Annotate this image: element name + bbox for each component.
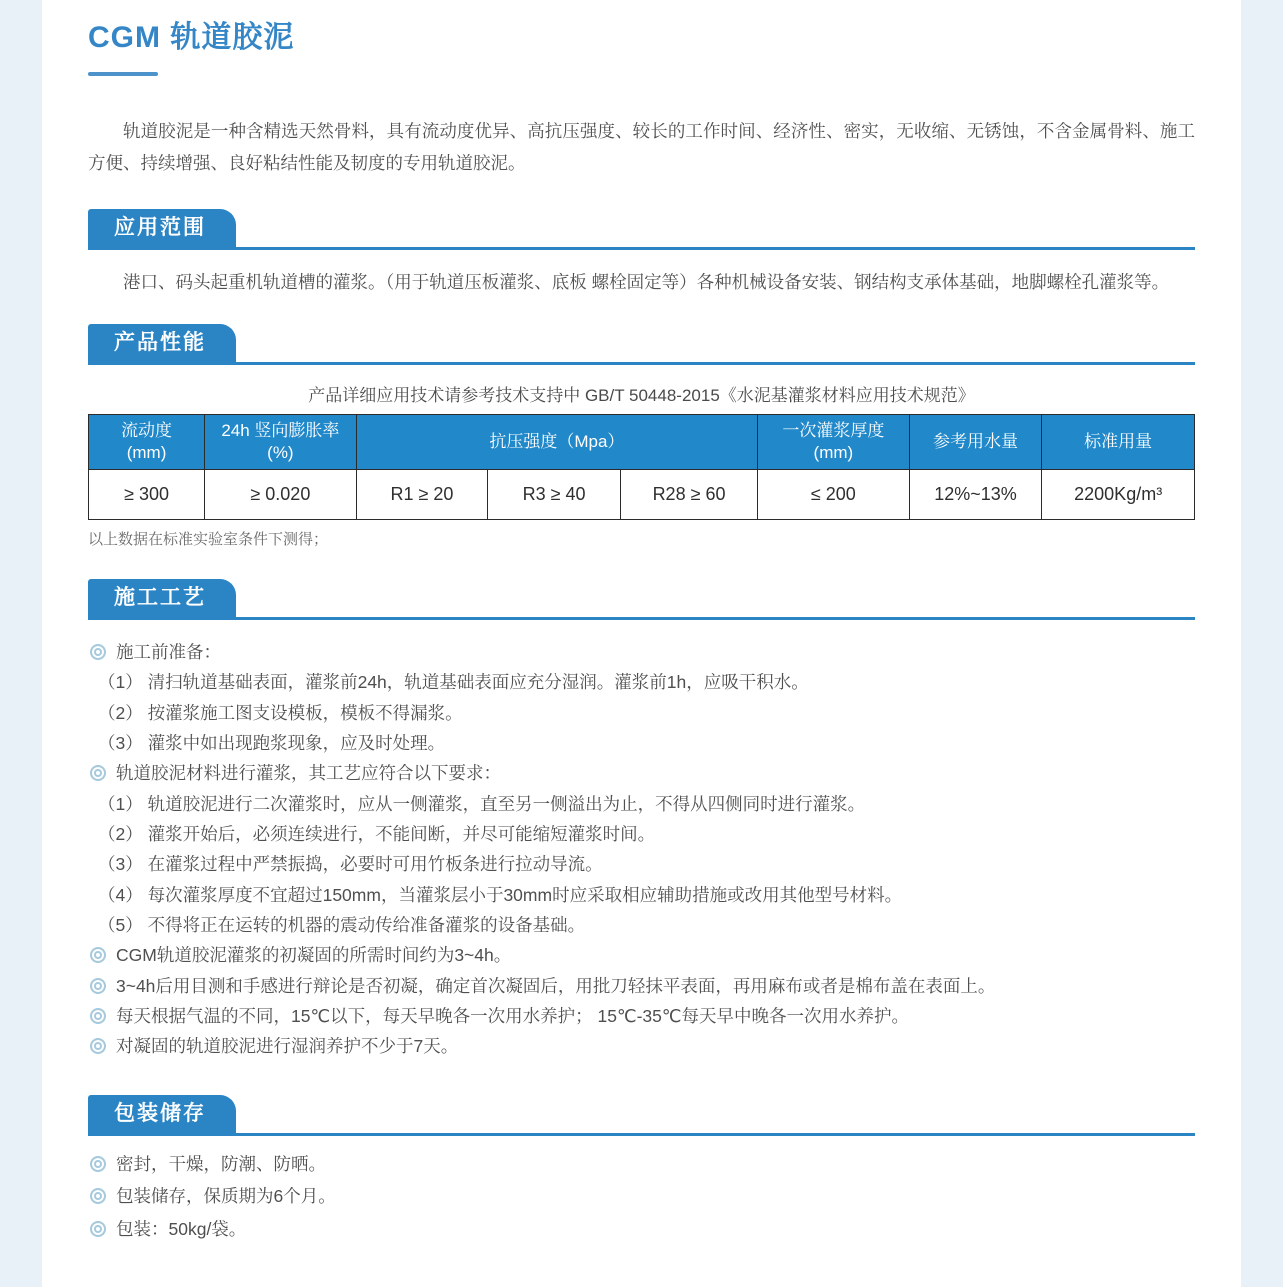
list-item <box>88 699 1195 727</box>
list-item <box>88 820 1195 848</box>
list-item <box>88 729 1195 757</box>
list-item <box>88 638 1195 666</box>
list-item-text: 3~4h后用目测和手感进行辩论是否初凝，确定首次凝固后，用批刀轻抹平表面，再用麻布或者是棉布盖在表面上。 <box>116 975 996 996</box>
ring-bullet-icon <box>90 947 106 963</box>
section-tab-performance: 产品性能 <box>88 324 236 362</box>
list-item <box>88 1002 1195 1030</box>
list-item <box>88 881 1195 909</box>
table-value-row <box>89 470 1195 520</box>
list-item <box>88 790 1195 818</box>
list-item-text: 包装储存，保质期为6个月。 <box>116 1186 336 1207</box>
table-value-r3: R3 ≥ 40 <box>488 470 621 520</box>
ring-bullet-icon <box>90 978 106 994</box>
list-item <box>88 1182 1195 1210</box>
header-line: (mm) <box>126 443 167 462</box>
list-item-text: （3） 在灌浆过程中严禁振捣，必要时可用竹板条进行拉动导流。 <box>98 854 603 875</box>
list-item-text: （1） 轨道胶泥进行二次灌浆时，应从一侧灌浆，直至另一侧溢出为止，不得从四侧同时进行灌浆。 <box>98 793 866 814</box>
list-item <box>88 1215 1195 1243</box>
document-page <box>42 0 1241 1287</box>
table-value-dosage: 2200Kg/m³ <box>1042 470 1195 520</box>
list-item-text: 每天根据气温的不同，15℃以下，每天早晚各一次用水养护； 15℃-35℃每天早中晚各一次用水养护。 <box>116 1006 910 1027</box>
header-line: 一次灌浆厚度 <box>782 420 885 440</box>
ring-bullet-icon <box>90 1038 106 1054</box>
list-item-text: （5） 不得将正在运转的机器的震动传给准备灌浆的设备基础。 <box>98 915 586 936</box>
list-item-text: （4） 每次灌浆厚度不宜超过150mm，当灌浆层小于30mm时应采取相应辅助措施或改用其他型号材料。 <box>98 884 903 905</box>
title-underline <box>88 72 158 76</box>
section-head-application <box>88 209 1195 250</box>
ring-bullet-icon <box>90 1188 106 1204</box>
packaging-list <box>88 1150 1195 1243</box>
header-line: 24h 竖向膨胀率 <box>221 420 340 440</box>
list-item <box>88 759 1195 787</box>
header-line: 流动度 <box>121 420 173 440</box>
list-item <box>88 668 1195 696</box>
table-header-row <box>89 415 1195 470</box>
table-header-expansion <box>205 415 357 470</box>
list-item <box>88 972 1195 1000</box>
table-header-flow <box>89 415 205 470</box>
table-footnote: 以上数据在标准实验室条件下测得； <box>88 531 329 548</box>
section-tab-packaging: 包装储存 <box>88 1095 236 1133</box>
ring-bullet-icon <box>90 1008 106 1024</box>
table-header-thickness <box>758 415 910 470</box>
list-item <box>88 941 1195 969</box>
process-list <box>88 638 1195 1061</box>
list-item-text: 施工前准备： <box>116 642 221 662</box>
list-item-text: （2） 灌浆开始后，必须连续进行，不能间断，并尽可能缩短灌浆时间。 <box>98 824 656 845</box>
section-head-process <box>88 579 1195 620</box>
table-header-dosage: 标准用量 <box>1042 415 1195 470</box>
table-header-water: 参考用水量 <box>909 415 1042 470</box>
table-header-compressive: 抗压强度（Mpa） <box>356 415 757 470</box>
list-item-text: 对凝固的轨道胶泥进行湿润养护不少于7天。 <box>116 1036 459 1057</box>
table-value-thickness: ≤ 200 <box>758 470 910 520</box>
list-item-text: （2） 按灌浆施工图支设模板，模板不得漏浆。 <box>98 702 463 723</box>
table-value-r1: R1 ≥ 20 <box>356 470 488 520</box>
list-item-text: （1） 清扫轨道基础表面，灌浆前24h，轨道基础表面应充分湿润。灌浆前1h，应吸干积水。 <box>98 672 809 693</box>
table-value-r28: R28 ≥ 60 <box>620 470 757 520</box>
page-title: CGM 轨道胶泥 <box>88 21 295 54</box>
application-body: 港口、码头起重机轨道槽的灌浆。（用于轨道压板灌浆、底板 螺栓固定等）各种机械设备安装、钢结构支承体基础，地脚螺栓孔灌浆等。 <box>123 272 1170 292</box>
list-item-text: 轨道胶泥材料进行灌浆，其工艺应符合以下要求： <box>116 763 501 784</box>
table-value-water: 12%~13% <box>909 470 1042 520</box>
performance-table <box>88 414 1195 520</box>
list-item-text: 密封，干燥，防潮、防晒。 <box>116 1153 326 1174</box>
ring-bullet-icon <box>90 765 106 781</box>
list-item-text: （3） 灌浆中如出现跑浆现象，应及时处理。 <box>98 733 446 754</box>
header-line: (mm) <box>813 443 854 462</box>
ring-bullet-icon <box>90 644 106 660</box>
section-head-packaging <box>88 1095 1195 1136</box>
list-item-text: 包装：50kg/袋。 <box>116 1218 247 1239</box>
section-tab-application: 应用范围 <box>88 209 236 247</box>
section-head-performance <box>88 324 1195 365</box>
ring-bullet-icon <box>90 1156 106 1172</box>
performance-reference-note: 产品详细应用技术请参考技术支持中 GB/T 50448-2015《水泥基灌浆材料应用技术规范》 <box>308 386 975 405</box>
list-item <box>88 1032 1195 1060</box>
table-value-flow: ≥ 300 <box>89 470 205 520</box>
intro-paragraph: 轨道胶泥是一种含精选天然骨料，具有流动度优异、高抗压强度、较长的工作时间、经济性、密实，无收缩、无锈蚀，不含金属骨料、施工方便、持续增强、良好粘结性能及韧度的专用轨道胶泥。 <box>88 121 1195 173</box>
section-tab-process: 施工工艺 <box>88 579 236 617</box>
table-value-expansion: ≥ 0.020 <box>205 470 357 520</box>
list-item <box>88 850 1195 878</box>
ring-bullet-icon <box>90 1221 106 1237</box>
list-item <box>88 911 1195 939</box>
list-item-text: CGM轨道胶泥灌浆的初凝固的所需时间约为3~4h。 <box>116 945 512 966</box>
header-line: (%) <box>267 443 294 462</box>
list-item <box>88 1150 1195 1178</box>
